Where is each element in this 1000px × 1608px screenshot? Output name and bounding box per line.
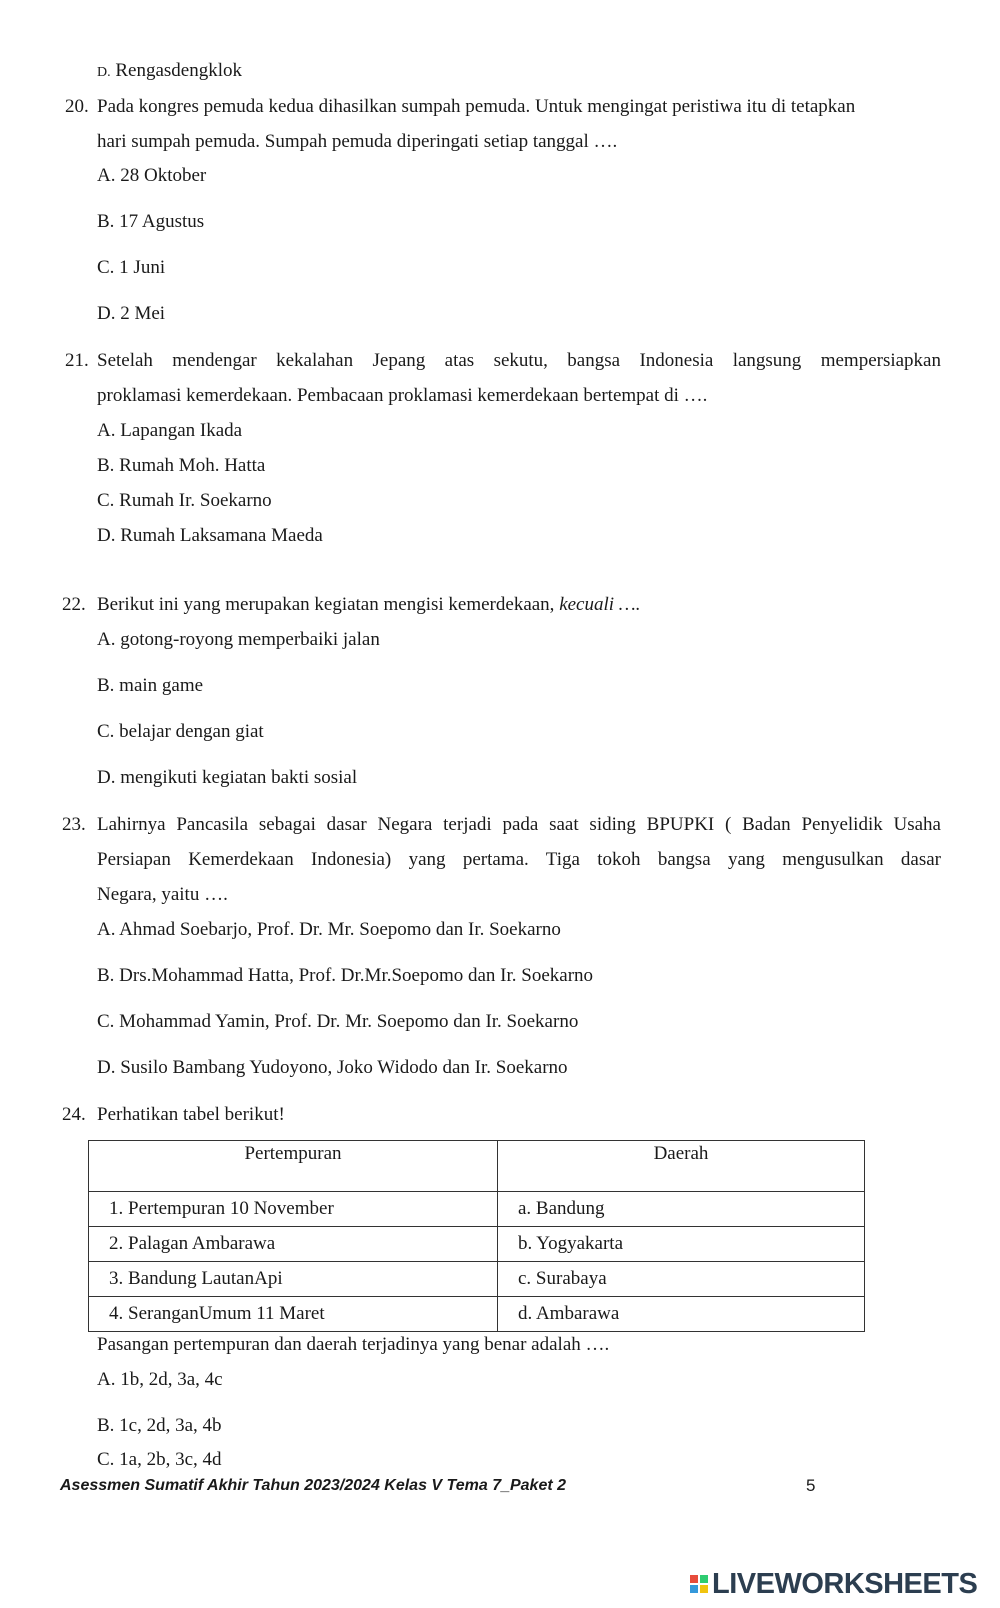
question-23-option-d[interactable]: D. Susilo Bambang Yudoyono, Joko Widodo dan Ir. Soekarno xyxy=(97,1057,568,1078)
table-row xyxy=(89,1227,865,1262)
option-d-previous xyxy=(97,60,242,82)
question-21-line-1: Setelah mendengar kekalahan Jepang atas sekutu, bangsa Indonesia langsung mempersiapkan xyxy=(97,350,941,371)
table-row xyxy=(89,1297,865,1332)
table-cell-region: a. Bandung xyxy=(498,1192,865,1227)
table-cell-region: c. Surabaya xyxy=(498,1262,865,1297)
question-21-line-2: proklamasi kemerdekaan. Pembacaan proklamasi kemerdekaan bertempat di …. xyxy=(97,385,708,406)
battle-region-table xyxy=(88,1140,865,1332)
question-22-text: Berikut ini yang merupakan kegiatan mengisi kemerdekaan, xyxy=(97,594,560,615)
question-24-option-b[interactable]: B. 1c, 2d, 3a, 4b xyxy=(97,1415,222,1436)
question-24-option-a[interactable]: A. 1b, 2d, 3a, 4c xyxy=(97,1369,223,1390)
question-23-line-1: Lahirnya Pancasila sebagai dasar Negara terjadi pada saat siding BPUPKI ( Badan Penyelidik Usaha xyxy=(97,814,941,835)
table-cell-battle: 1. Pertempuran 10 November xyxy=(89,1192,498,1227)
question-20-option-c[interactable]: C. 1 Juni xyxy=(97,257,166,278)
question-22-number: 22. xyxy=(62,594,86,615)
question-23-option-a[interactable]: A. Ahmad Soebarjo, Prof. Dr. Mr. Soepomo dan Ir. Soekarno xyxy=(97,919,561,940)
question-22-option-d[interactable]: D. mengikuti kegiatan bakti sosial xyxy=(97,767,358,788)
liveworksheets-brand-text: LIVEWORKSHEETS xyxy=(712,1567,978,1600)
table-header-row xyxy=(89,1141,865,1192)
question-21-option-d[interactable]: D. Rumah Laksamana Maeda xyxy=(97,525,323,546)
logo-square-icon xyxy=(690,1585,698,1593)
question-24-line-1: Perhatikan tabel berikut! xyxy=(97,1104,285,1125)
logo-square-icon xyxy=(700,1575,708,1583)
table-cell-battle: 3. Bandung LautanApi xyxy=(89,1262,498,1297)
question-20-number: 20. xyxy=(65,96,89,117)
question-24-after-table: Pasangan pertempuran dan daerah terjadinya yang benar adalah …. xyxy=(97,1334,610,1355)
question-22-option-c[interactable]: C. belajar dengan giat xyxy=(97,721,264,742)
table-header-pertempuran: Pertempuran xyxy=(89,1141,498,1192)
page-number: 5 xyxy=(806,1476,816,1495)
question-20-option-d[interactable]: D. 2 Mei xyxy=(97,303,166,324)
table-cell-battle: 2. Palagan Ambarawa xyxy=(89,1227,498,1262)
question-21-option-b[interactable]: B. Rumah Moh. Hatta xyxy=(97,455,266,476)
option-text: Rengasdengklok xyxy=(115,60,243,81)
liveworksheets-logo[interactable] xyxy=(690,1568,977,1600)
question-23-option-c[interactable]: C. Mohammad Yamin, Prof. Dr. Mr. Soepomo dan Ir. Soekarno xyxy=(97,1011,579,1032)
question-21-number: 21. xyxy=(65,350,89,371)
question-21-option-a[interactable]: A. Lapangan Ikada xyxy=(97,420,243,441)
question-20-option-a[interactable]: A. 28 Oktober xyxy=(97,165,207,186)
logo-square-icon xyxy=(700,1585,708,1593)
table-cell-region: b. Yogyakarta xyxy=(498,1227,865,1262)
question-22-line-1 xyxy=(97,594,640,616)
table-cell-battle: 4. SeranganUmum 11 Maret xyxy=(89,1297,498,1332)
question-23-line-3: Negara, yaitu …. xyxy=(97,884,228,905)
question-21-option-c[interactable]: C. Rumah Ir. Soekarno xyxy=(97,490,272,511)
question-20-line-1: Pada kongres pemuda kedua dihasilkan sumpah pemuda. Untuk mengingat peristiwa itu di tetapkan xyxy=(97,96,856,117)
question-20-option-b[interactable]: B. 17 Agustus xyxy=(97,211,205,232)
question-22-option-a[interactable]: A. gotong-royong memperbaiki jalan xyxy=(97,629,380,650)
table-header-daerah: Daerah xyxy=(498,1141,865,1192)
option-letter: D. xyxy=(97,65,111,80)
table-row xyxy=(89,1192,865,1227)
question-24-option-c[interactable]: C. 1a, 2b, 3c, 4d xyxy=(97,1449,222,1470)
logo-square-icon xyxy=(690,1575,698,1583)
question-22-option-b[interactable]: B. main game xyxy=(97,675,204,696)
table-cell-region: d. Ambarawa xyxy=(498,1297,865,1332)
page-footer: Asessmen Sumatif Akhir Tahun 2023/2024 Kelas V Tema 7_Paket 2 xyxy=(60,1477,567,1494)
question-23-option-b[interactable]: B. Drs.Mohammad Hatta, Prof. Dr.Mr.Soepomo dan Ir. Soekarno xyxy=(97,965,594,986)
question-20-line-2: hari sumpah pemuda. Sumpah pemuda diperingati setiap tanggal …. xyxy=(97,131,618,152)
question-22-emphasis: kecuali …. xyxy=(559,594,641,615)
table-row xyxy=(89,1262,865,1297)
question-23-line-2: Persiapan Kemerdekaan Indonesia) yang pertama. Tiga tokoh bangsa yang mengusulkan dasar xyxy=(97,849,941,870)
question-24-number: 24. xyxy=(62,1104,86,1125)
question-23-number: 23. xyxy=(62,814,86,835)
liveworksheets-logo-icon xyxy=(690,1575,708,1593)
